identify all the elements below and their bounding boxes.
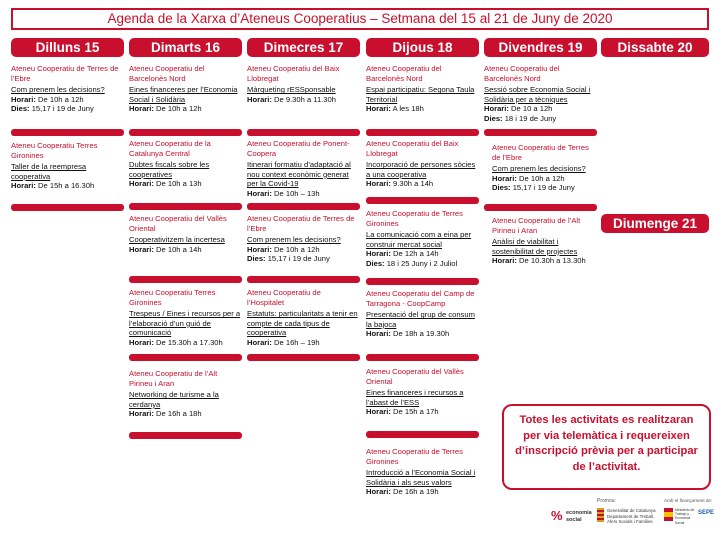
event-time: De 10h a 14h bbox=[156, 244, 202, 254]
event-days: 18 i 19 de Juny bbox=[504, 113, 557, 123]
dies-label: Dies: bbox=[247, 254, 266, 264]
event-time: De 15h a 17h bbox=[393, 407, 439, 417]
event-time: De 10.30h a 13.30h bbox=[519, 256, 586, 266]
horari-label: Horari: bbox=[366, 179, 391, 189]
event-title[interactable]: Trespeus / Eines i recursos per a l’elaboració d’un guió de comunicació bbox=[129, 309, 241, 338]
ministerio-logo: Ministerio de Trabajo y Economía Social bbox=[675, 508, 695, 525]
divider bbox=[366, 197, 479, 204]
event-title[interactable]: Networking de turisme a la cerdanya bbox=[129, 390, 219, 409]
event-title[interactable]: Introducció a l’Economia Social i Solidària i als seus valors bbox=[366, 468, 476, 487]
event-time: De 12h a 14h bbox=[393, 249, 439, 259]
event-card bbox=[11, 64, 124, 114]
event-card bbox=[247, 64, 360, 104]
day-column-dimecres bbox=[247, 38, 360, 347]
event-card bbox=[366, 139, 479, 189]
event-title[interactable]: Com prenem les decisions? bbox=[492, 164, 586, 174]
footer-financament bbox=[664, 498, 720, 538]
event-days: 15,17 i 19 de Juny bbox=[512, 183, 575, 193]
event-card bbox=[129, 214, 242, 254]
horari-label: Horari: bbox=[366, 104, 391, 114]
event-time: De 18h a 19.30h bbox=[393, 329, 450, 339]
event-time: 9.30h a 14h bbox=[393, 179, 434, 189]
event-card bbox=[11, 141, 124, 191]
event-time: De 16h a 19h bbox=[393, 487, 439, 497]
day-column-divendres bbox=[484, 38, 597, 266]
event-card bbox=[366, 289, 479, 339]
divider bbox=[484, 129, 597, 136]
divider bbox=[11, 204, 124, 211]
horari-label: Horari: bbox=[484, 104, 509, 114]
horari-label: Horari: bbox=[492, 173, 517, 183]
event-time: De 10h a 12h bbox=[519, 173, 565, 183]
horari-label: Horari: bbox=[129, 337, 154, 347]
horari-label: Horari: bbox=[366, 329, 391, 339]
event-time: De 10 a 12h bbox=[511, 104, 553, 114]
event-time: A les 18h bbox=[392, 104, 424, 114]
event-title[interactable]: Taller de la reempresa cooperativa bbox=[11, 162, 87, 181]
event-days: 18 i 25 Juny i 2 Juliol bbox=[386, 258, 458, 268]
event-time: De 16h – 19h bbox=[274, 337, 320, 347]
event-time: De 15.30h a 17.30h bbox=[156, 337, 223, 347]
horari-label: Horari: bbox=[247, 188, 272, 198]
event-organizer: Ateneu Cooperatiu del Baix Llobregat bbox=[247, 64, 340, 83]
divider bbox=[129, 203, 242, 210]
horari-label: Horari: bbox=[366, 249, 391, 259]
day-header: Dissabte 20 bbox=[601, 38, 709, 57]
horari-label: Horari: bbox=[129, 179, 154, 189]
event-organizer: Ateneu Cooperatiu de Terres Gironines bbox=[366, 209, 463, 228]
event-time: De 10h a 13h bbox=[156, 179, 202, 189]
event-title[interactable]: Presentació del grup de consum la bajoca bbox=[366, 310, 475, 329]
event-card bbox=[366, 64, 479, 114]
event-organizer: Ateneu Cooperatiu de Terres Gironines bbox=[366, 447, 463, 466]
event-title[interactable]: Sessió sobre Economia Social i Solidària per a tècniques bbox=[484, 85, 591, 104]
divider bbox=[366, 354, 479, 361]
event-card bbox=[366, 367, 479, 417]
event-organizer: Ateneu Cooperatiu de Terres de l’Ebre bbox=[11, 64, 119, 83]
event-organizer: Ateneu Cooperatiu del Barcelonès Nord bbox=[129, 64, 205, 83]
dies-label: Dies: bbox=[484, 113, 503, 123]
event-title[interactable]: Màrqueting rESSponsable bbox=[247, 85, 336, 95]
horari-label: Horari: bbox=[11, 181, 36, 191]
event-card bbox=[484, 64, 597, 124]
dies-label: Dies: bbox=[366, 258, 385, 268]
divider bbox=[247, 354, 360, 361]
divider bbox=[247, 203, 360, 210]
event-organizer: Ateneu Cooperatiu del Camp de Tarragona - CoopCamp bbox=[366, 289, 475, 308]
day-header: Dimecres 17 bbox=[247, 38, 360, 57]
day-column-dijous bbox=[366, 38, 479, 497]
event-time: De 16h a 18h bbox=[156, 409, 202, 419]
horari-label: Horari: bbox=[247, 337, 272, 347]
event-time: De 10h – 13h bbox=[274, 188, 320, 198]
event-title[interactable]: Cooperativitzem la incertesa bbox=[129, 235, 225, 245]
divider bbox=[484, 204, 597, 211]
event-card bbox=[366, 209, 479, 269]
event-days: 15,17 i 19 de Juny bbox=[31, 104, 94, 114]
event-organizer: Ateneu Cooperatiu de Terres de l’Ebre bbox=[247, 214, 355, 233]
event-organizer: Ateneu Cooperatiu de l’Alt Pirineu i Aran bbox=[492, 216, 581, 235]
financament-label: Amb el finançament de: bbox=[664, 498, 713, 503]
day-header-diumenge: Diumenge 21 bbox=[601, 214, 709, 233]
horari-label: Horari: bbox=[247, 244, 272, 254]
event-time: De 15h a 16.30h bbox=[38, 181, 95, 191]
divider bbox=[129, 354, 242, 361]
event-title[interactable]: La comunicació com a eina per construir mercat social bbox=[366, 230, 472, 249]
event-title[interactable]: Com prenem les decisions? bbox=[247, 235, 341, 245]
footer-economia-social bbox=[551, 498, 599, 538]
horari-label: Horari: bbox=[492, 256, 517, 266]
event-title[interactable]: Dubtes fiscals sobre les cooperatives bbox=[129, 160, 210, 179]
day-header: Divendres 19 bbox=[484, 38, 597, 57]
divider bbox=[366, 129, 479, 136]
event-card bbox=[129, 64, 242, 114]
event-title[interactable]: Com prenem les decisions? bbox=[11, 85, 105, 95]
event-time: De 9.30h a 11.30h bbox=[274, 94, 336, 104]
event-card bbox=[247, 288, 360, 348]
event-title[interactable]: Eines financeres per l’Economia Social i Solidària bbox=[129, 85, 238, 104]
event-card bbox=[366, 447, 479, 497]
event-title[interactable]: Anàlisi de viabilitat i sostenibilitat de projectes bbox=[492, 237, 578, 256]
event-title[interactable]: Incorporació de persones sòcies a una cooperativa bbox=[366, 160, 476, 179]
event-organizer: Ateneu Cooperatiu de l’Alt Pirineu i Aran bbox=[129, 369, 218, 388]
event-organizer: Ateneu Cooperatiu de la Catalunya Central bbox=[129, 139, 211, 158]
event-card bbox=[247, 139, 360, 199]
horari-label: Horari: bbox=[129, 244, 154, 254]
sepe-logo: SEPE bbox=[698, 510, 715, 516]
event-card bbox=[247, 214, 360, 264]
horari-label: Horari: bbox=[366, 487, 391, 497]
divider bbox=[11, 129, 124, 136]
gencat-logo: Generalitat de Catalunya Departament de Treball, Afers Socials i Famílies bbox=[607, 508, 656, 524]
event-days: 15,17 i 19 de Juny bbox=[267, 254, 330, 264]
event-title[interactable]: Eines financeres i recursos a l’abast de l’ESS bbox=[366, 388, 464, 407]
event-organizer: Ateneu Cooperatiu Terres Gironines bbox=[129, 288, 216, 307]
footer-promou bbox=[597, 498, 659, 538]
info-note: Totes les activitats es realitzaran per via telemàtica i requereixen d’inscripció prèvia per a participar de l’activitat. bbox=[502, 404, 711, 490]
day-column-dissabte bbox=[601, 38, 709, 57]
event-title[interactable]: Estatuts: particularitats a tenir en compte de cada tipus de cooperativa bbox=[247, 309, 358, 338]
gencat-flag-icon bbox=[597, 508, 604, 522]
event-organizer: Ateneu Cooperatiu del Vallès Oriental bbox=[366, 367, 464, 386]
day-column-dimarts bbox=[129, 38, 242, 419]
divider bbox=[129, 276, 242, 283]
divider bbox=[129, 432, 242, 439]
event-organizer: Ateneu Cooperatiu de l’Hospitalet bbox=[247, 288, 321, 307]
event-card bbox=[492, 216, 597, 266]
percent-logo-icon: % bbox=[551, 508, 563, 523]
divider bbox=[129, 129, 242, 136]
event-title[interactable]: Espai participatiu: Segona Taula Territorial bbox=[366, 85, 475, 104]
event-organizer: Ateneu Cooperatiu del Barcelonès Nord bbox=[484, 64, 560, 83]
horari-label: Horari: bbox=[129, 409, 154, 419]
event-organizer: Ateneu Cooperatiu del Baix Llobregat bbox=[366, 139, 459, 158]
event-time: De 10h a 12h bbox=[156, 104, 202, 114]
event-card bbox=[129, 139, 242, 189]
day-column-dilluns bbox=[11, 38, 124, 191]
day-header: Dilluns 15 bbox=[11, 38, 124, 57]
spain-emblem-icon bbox=[664, 508, 673, 521]
economia-social-logo: economia social bbox=[566, 510, 592, 523]
horari-label: Horari: bbox=[247, 94, 272, 104]
event-organizer: Ateneu Cooperatiu del Vallès Oriental bbox=[129, 214, 227, 233]
page-title: Agenda de la Xarxa d’Ateneus Cooperatius – Setmana del 15 al 21 de Juny de 2020 bbox=[11, 8, 709, 30]
dies-label: Dies: bbox=[11, 104, 30, 114]
promou-label: Promou: bbox=[597, 498, 616, 504]
divider bbox=[366, 278, 479, 285]
divider bbox=[366, 431, 479, 438]
event-card bbox=[129, 369, 242, 419]
event-title[interactable]: Itinerari formatiu d’adaptació al nou context econòmic generat per la Covid-19 bbox=[247, 160, 351, 189]
event-organizer: Ateneu Cooperatiu Terres Gironines bbox=[11, 141, 98, 160]
horari-label: Horari: bbox=[129, 104, 154, 114]
event-organizer: Ateneu Cooperatiu de Terres de l’Ebre bbox=[492, 143, 589, 162]
day-header: Dimarts 16 bbox=[129, 38, 242, 57]
horari-label: Horari: bbox=[11, 94, 36, 104]
event-time: De 10h a 12h bbox=[274, 244, 320, 254]
event-organizer: Ateneu Cooperatiu del Barcelonès Nord bbox=[366, 64, 442, 83]
divider bbox=[247, 129, 360, 136]
dies-label: Dies: bbox=[492, 183, 511, 193]
event-time: De 10h a 12h bbox=[38, 94, 84, 104]
day-header: Dijous 18 bbox=[366, 38, 479, 57]
event-organizer: Ateneu Cooperatiu de Ponent-Coopera bbox=[247, 139, 350, 158]
event-card bbox=[492, 143, 597, 193]
horari-label: Horari: bbox=[366, 407, 391, 417]
event-card bbox=[129, 288, 242, 348]
divider bbox=[247, 276, 360, 283]
